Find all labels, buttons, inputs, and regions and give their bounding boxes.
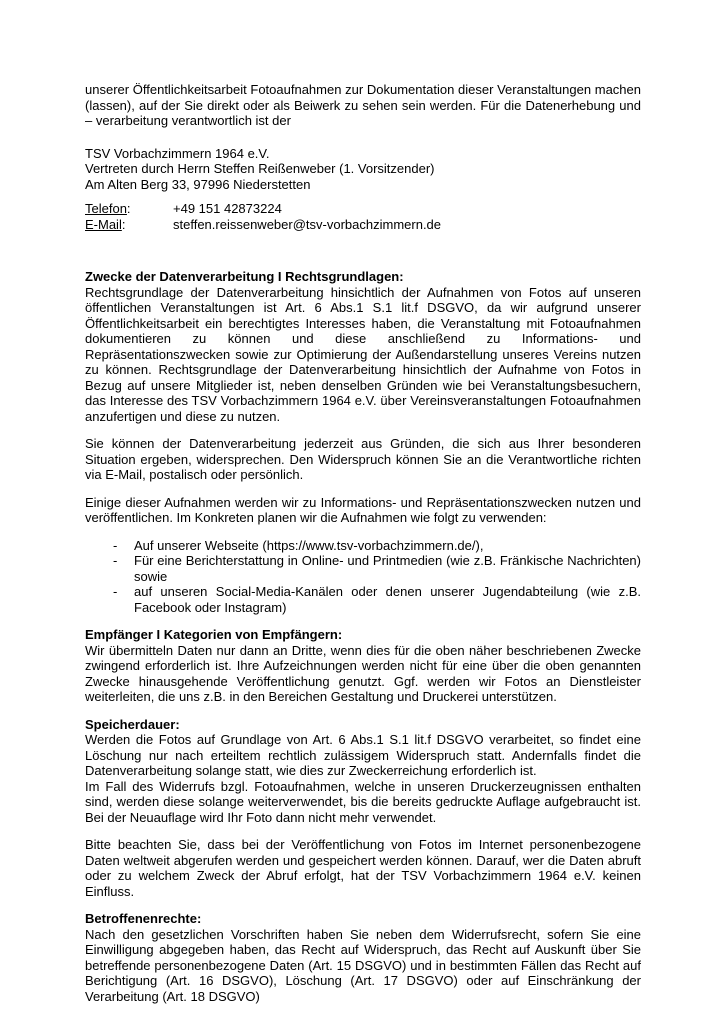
phone-label (85, 201, 173, 217)
email-value: steffen.reissenweber@tsv-vorbachzimmern.de (173, 216, 442, 232)
rights-body: Nach den gesetzlichen Vorschriften haben Sie neben dem Widerrufsrecht, sofern Sie eine Einwilligung abgegeben haben, das Recht auf Widerspruch, das Recht auf Auskunft über Sie betreffende personenbezogene Daten (Art. 15 DSGVO) und in bestimmten Fällen das Recht auf Berichtigung (Art. 16 DSGVO), Löschung (Art. 17 DSGVO) oder auf Einschränkung der Verarbeitung (Art. 18 DSGVO) (85, 926, 641, 1004)
section-heading-recipients: Empfänger I Kategorien von Empfängern: (85, 627, 343, 642)
phone-value: +49 151 42873224 (173, 201, 282, 216)
purposes-objection: Sie können der Datenverarbeitung jederzeit aus Gründen, die sich aus Ihrer besonderen Situation ergeben, widersprechen. Den Widerspruch können Sie an die Verantwortliche richten via E-Mail, postalisch oder persönlich. (85, 436, 641, 482)
usage-item-press: Für eine Berichterstattung in Online- und Printmedien (wie z.B. Fränkische Nachrichten) sowie (134, 553, 641, 584)
bullet-dash: - (113, 584, 118, 599)
usage-item-social-media: auf unseren Social-Media-Kanälen oder denen unserer Jugendabteilung (wie z.B. Facebook oder Instagram) (134, 584, 641, 615)
retention-body-1: Werden die Fotos auf Grundlage von Art. 6 Abs.1 S.1 lit.f DSGVO verarbeitet, so findet eine Löschung nur nach erteiltem rechtlich zulässigem Widerspruch statt. Andernfalls findet die Datenverarbeitung solange statt, wie dies zur Zweckerreichung erforderlich ist. (85, 732, 641, 778)
email-label-colon: : (121, 216, 126, 232)
controller-block (85, 146, 641, 193)
internet-notice: Bitte beachten Sie, dass bei der Veröffentlichung von Fotos im Internet personenbezogene Daten weltweit abgerufen werden und gespeichert werden können. Darauf, wer die Daten abruft oder zu welchem Zweck der Abruf erfolgt, hat der TSV Vorbachzimmern 1964 e.V. keinen Einfluss. (85, 837, 641, 899)
controller-name: TSV Vorbachzimmern 1964 e.V. (85, 145, 270, 161)
list-item (85, 553, 641, 584)
phone-label-colon: : (126, 201, 131, 216)
usage-bullet-list (85, 538, 641, 616)
controller-representative: Vertreten durch Herrn Steffen Reißenweber (1. Vorsitzender) (85, 161, 435, 176)
bullet-dash: - (113, 537, 118, 553)
usage-item-website: Auf unserer Webseite (https://www.tsv-vorbachzimmern.de/), (134, 537, 484, 553)
list-item (85, 584, 641, 615)
phone-row (85, 201, 641, 217)
phone-label-text: Telefon (85, 201, 127, 216)
purposes-legal-basis: Rechtsgrundlage der Datenverarbeitung hinsichtlich der Aufnahmen von Fotos auf unseren öffentlichen Veranstaltungen ist Art. 6 Abs.1 S.1 lit.f DSGVO, da wir aufgrund unserer Öffentlichkeitsarbeit ein berechtigtes Interesses haben, die Veranstaltung mit Fotoaufnahmen dokumentieren zu können und diese anschließend zu Informations- und Repräsentationszwecken sowie zur Optimierung der Außendarstellung unseres Vereins nutzen zu können. Rechtsgrundlage der Datenverarbeitung hinsichtlich der Aufnahme von Fotos in Bezug auf unsere Mitglieder ist, neben denselben Gründen wie bei Veranstaltungsbesuchern, das Interesse des TSV Vorbachzimmern 1964 e.V. über Vereinsveranstaltungen Fotoaufnahmen anzufertigen und diese zu nutzen. (85, 284, 641, 424)
section-heading-retention: Speicherdauer: (85, 716, 180, 732)
recipients-body: Wir übermitteln Daten nur dann an Dritte, wenn dies für die oben näher beschriebenen Zwecke zwingend erforderlich ist. Ihre Aufzeichnungen werden nicht für eine über die oben genannten Zwecke hinausgehende Veröffentlichung genutzt. Ggf. werden wir Fotos an Dienstleister weiterleiten, die uns z.B. in den Bereichen Gestaltung und Druckerei unterstützen. (85, 642, 641, 704)
list-item (85, 538, 641, 554)
email-label-text: E-Mail (85, 216, 122, 232)
contact-block (85, 201, 641, 232)
controller-address: Am Alten Berg 33, 97996 Niederstetten (85, 176, 311, 192)
retention-body-2: Im Fall des Widerrufs bzgl. Fotoaufnahmen, welche in unseren Druckerzeugnissen enthalten sind, werden diese solange weiterverwendet, bis die bereits gedruckte Auflage aufgebraucht ist. Bei der Neuauflage wird Ihr Foto dann nicht mehr verwendet. (85, 778, 641, 825)
email-row (85, 217, 641, 233)
section-heading-purposes: Zwecke der Datenverarbeitung I Rechtsgrundlagen: (85, 269, 404, 284)
intro-paragraph: unserer Öffentlichkeitsarbeit Fotoaufnahmen zur Dokumentation dieser Veranstaltungen machen (lassen), auf der Sie direkt oder als Beiwerk zu sehen sein werden. Für die Datenerhebung und – verarbeitung verantwortlich ist der (85, 82, 641, 128)
email-label (85, 217, 173, 233)
purposes-usage-intro: Einige dieser Aufnahmen werden wir zu Informations- und Repräsentationszwecken nutzen und veröffentlichen. Im Konkreten planen wir die Aufnahmen wie folgt zu verwenden: (85, 494, 641, 525)
section-heading-rights: Betroffenenrechte: (85, 911, 202, 926)
bullet-dash: - (113, 553, 118, 568)
